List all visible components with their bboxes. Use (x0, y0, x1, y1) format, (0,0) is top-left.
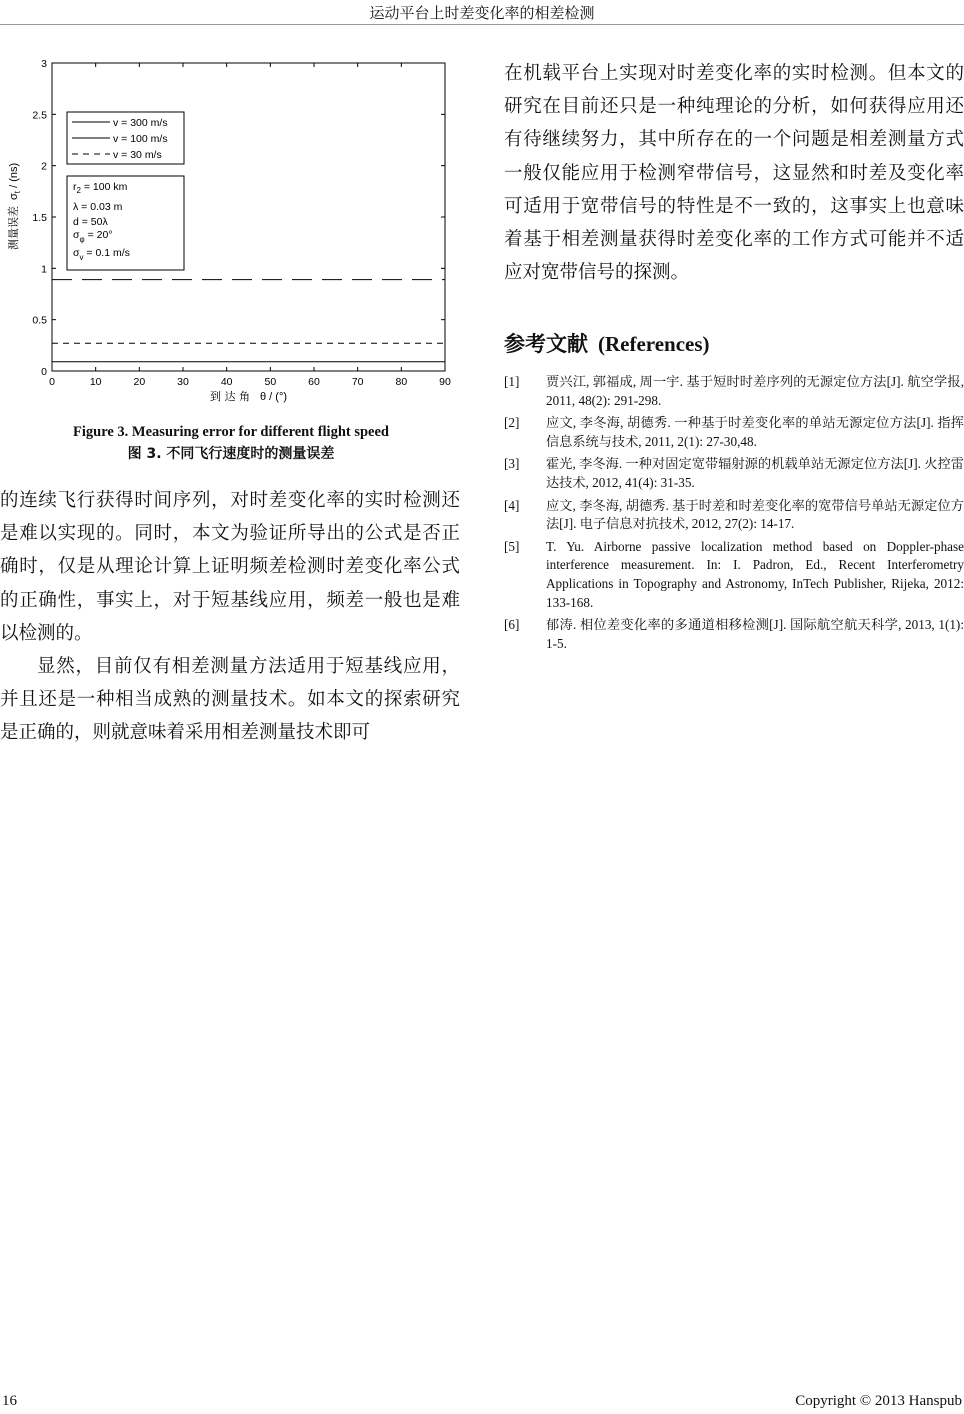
y-tick-label: 1.5 (32, 212, 47, 224)
reference-item (504, 455, 964, 492)
param-r2: $r_2 = 100$ km (73, 181, 128, 195)
reference-number: [3] (504, 456, 520, 472)
reference-text: 霍光, 李冬海. 一种对固定宽带辐射源的机载单站无源定位方法[J]. 火控雷达技术, 2012, 41(4): 31-35. (546, 456, 964, 490)
y-tick-label: 3 (41, 58, 47, 70)
right-body-text (504, 57, 964, 289)
x-tick-label: 90 (439, 376, 451, 388)
reference-text: 郁涛. 相位差变化率的多通道相移检测[J]. 国际航空航天科学, 2013, 1(1): 1-5. (546, 617, 964, 651)
legend-label-100: v = 100 m/s (113, 133, 168, 145)
param-d: d = 50λ (73, 216, 108, 228)
references-title-cn: 参考文献 (504, 332, 588, 356)
left-paragraph-1: 的连续飞行获得时间序列，对时差变化率的实时检测还是难以实现的。同时，本文为验证所导出的公式是否正确时，仅是从理论计算上证明频差检测时差变化率公式的正确性，事实上，对于短基线应用，频差一般也是难以检测的。 (0, 490, 460, 644)
x-tick-label: 60 (308, 376, 320, 388)
figure-caption-en: Figure 3. Measuring error for different flight speed (73, 424, 389, 440)
x-tick-label: 50 (264, 376, 277, 388)
left-body-text (0, 484, 460, 750)
reference-number: [6] (504, 617, 520, 633)
page-number: 16 (2, 1393, 17, 1409)
references-title (504, 328, 710, 358)
series-lines (52, 280, 445, 362)
reference-text: T. Yu. Airborne passive localization method based on Doppler-phase interference measurement. In: I. Padron, Ed., Recent Interferometry Applications in Topography and Astronomy, InTech Publisher, Rijeka, 2012: 133-168. (546, 538, 964, 610)
x-tick-label: 30 (177, 376, 189, 388)
right-paragraph-1: 在机载平台上实现对时差变化率的实时检测。但本文的研究在目前还只是一种纯理论的分析，如何获得应用还有待继续努力，其中所存在的一个问题是相差测量方式一般仅能应用于检测窄带信号，这显然和时差及变化率可适用于宽带信号的特性是不一致的，这事实上也意味着基于相差测量获得时差变化率的工作方式可能并不适应对宽带信号的探测。 (504, 63, 964, 284)
x-tick-label: 80 (395, 376, 408, 388)
x-axis-label: 到 达 角 θ / (°) (210, 390, 288, 403)
reference-item (504, 538, 964, 612)
reference-text: 贾兴江, 郭福成, 周一宇. 基于短时时差序列的无源定位方法[J]. 航空学报, 2011, 48(2): 291-298. (546, 374, 964, 408)
x-tick-label: 70 (351, 376, 364, 388)
param-sigma-v: $\sigma_v = 0.1$ m/s (73, 247, 130, 262)
figure-caption-cn: 图 3. 不同飞行速度时的测量误差 (127, 446, 335, 462)
running-header: 运动平台上时差变化率的相差检测 (369, 4, 595, 22)
references-title-en: (References) (598, 332, 710, 356)
y-tick-label: 2.5 (32, 109, 47, 122)
x-tick-label: 40 (220, 376, 233, 388)
y-axis-label: 测量误差$\sigma_t / (ns)$ (7, 162, 22, 250)
reference-text: 应文, 李冬海, 胡德秀. 基于时差和时差变化率的宽带信号单站无源定位方法[J]. 电子信息对抗技术, 2012, 27(2): 14-17. (546, 497, 964, 532)
reference-item (504, 616, 964, 653)
y-tick-label: 2 (41, 160, 47, 173)
reference-item (504, 373, 964, 410)
y-tick-label: 0 (41, 366, 47, 378)
reference-text: 应文, 李冬海, 胡德秀. 一种基于时差变化率的单站无源定位方法[J]. 指挥信息系统与技术, 2011, 2(1): 27-30,48. (546, 415, 964, 449)
left-paragraph-2: 显然，目前仅有相差测量方法适用于短基线应用，并且还是一种相当成熟的测量技术。如本文的探索研究是正确的，则就意味着采用相差测量技术即可 (0, 656, 460, 744)
reference-number: [4] (504, 497, 520, 513)
header-rule (0, 24, 964, 25)
x-tick-label: 0 (49, 376, 55, 388)
reference-number: [5] (504, 538, 520, 554)
reference-number: [1] (504, 374, 520, 389)
figure-3-chart (0, 40, 462, 420)
param-sigma-phi: $\sigma_\varphi = 20^\circ$ (73, 229, 113, 244)
y-tick-label: 1 (41, 263, 47, 276)
reference-number: [2] (504, 415, 520, 431)
reference-item (504, 414, 964, 451)
param-lambda: λ = 0.03 m (73, 201, 123, 213)
legend-label-300: v = 300 m/s (113, 117, 168, 129)
x-tick-label: 10 (89, 376, 102, 388)
copyright: Copyright © 2013 Hanspub (795, 1393, 962, 1409)
references-list (504, 373, 964, 657)
x-tick-label: 20 (133, 376, 146, 388)
reference-item (504, 497, 964, 534)
legend-label-30: v = 30 m/s (113, 149, 162, 161)
y-tick-label: 0.5 (32, 314, 47, 327)
